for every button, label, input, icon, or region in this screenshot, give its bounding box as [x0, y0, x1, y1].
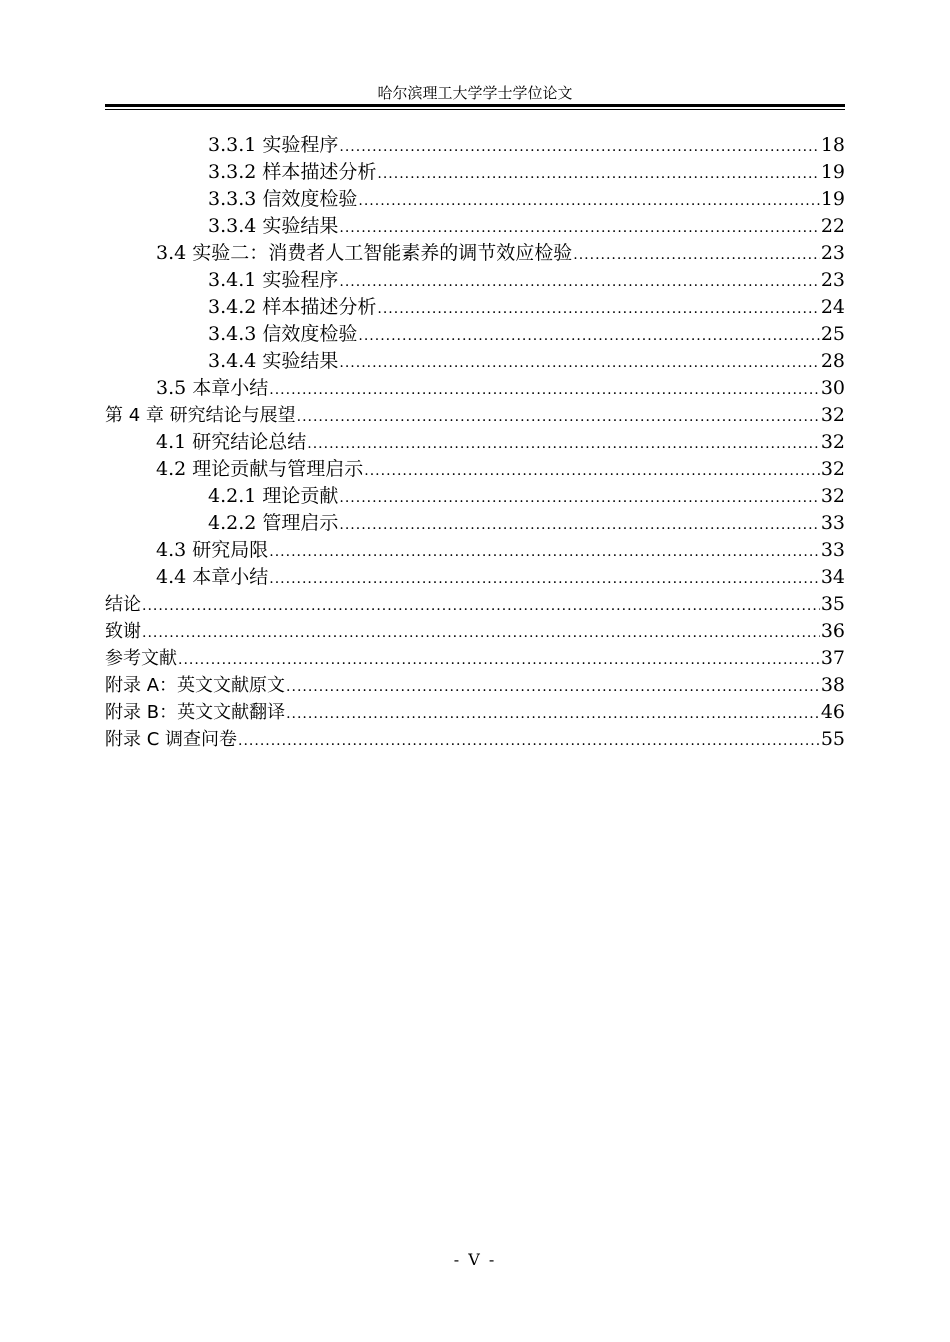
toc-entry-page: 22: [820, 215, 845, 237]
toc-entry-page: 32: [820, 431, 845, 453]
toc-entry-label: 3.4 实验二：消费者人工智能素养的调节效应检验: [156, 242, 573, 264]
toc-entry-label: 3.4.1 实验程序: [208, 269, 339, 291]
toc-entry[interactable]: [105, 672, 845, 699]
toc-entry[interactable]: [105, 726, 845, 753]
toc-entry-page: 46: [820, 701, 845, 723]
toc-entry[interactable]: [105, 402, 845, 429]
toc-entry-label: 4.2 理论贡献与管理启示: [156, 458, 364, 480]
toc-entry-label: 3.3.2 样本描述分析: [208, 161, 377, 183]
toc-entry-label: 参考文献: [105, 648, 177, 669]
toc-entry-label: 致谢: [105, 621, 141, 642]
toc-entry-page: 32: [820, 485, 845, 507]
toc-dot-leader: [297, 404, 820, 431]
toc-entry[interactable]: [105, 429, 845, 456]
toc-entry[interactable]: [105, 591, 845, 618]
toc-entry-page: 28: [820, 350, 845, 372]
toc-entry-label: 3.4.4 实验结果: [208, 350, 339, 372]
toc-dot-leader: [377, 161, 819, 188]
header-rule-thin: [105, 109, 845, 110]
toc-entry-page: 33: [820, 512, 845, 534]
toc-dot-leader: [286, 674, 820, 701]
toc-entry-label: 附录 B：英文文献翻译: [105, 702, 286, 723]
toc-entry[interactable]: [105, 321, 845, 348]
toc-dot-leader: [142, 593, 820, 620]
toc-dot-leader: [377, 296, 819, 323]
toc-entry[interactable]: [105, 240, 845, 267]
toc-entry[interactable]: [105, 483, 845, 510]
toc-entry-page: 35: [820, 593, 845, 615]
toc-dot-leader: [364, 458, 820, 485]
toc-entry-page: 34: [820, 566, 845, 588]
toc-entry[interactable]: [105, 699, 845, 726]
toc-dot-leader: [573, 242, 820, 269]
toc-dot-leader: [269, 566, 820, 593]
toc-entry[interactable]: [105, 294, 845, 321]
toc-dot-leader: [269, 377, 820, 404]
toc-entry-page: 23: [820, 269, 845, 291]
toc-dot-leader: [178, 647, 820, 674]
toc-entry[interactable]: [105, 537, 845, 564]
toc-dot-leader: [307, 431, 820, 458]
toc-entry[interactable]: [105, 456, 845, 483]
toc-entry-label: 4.3 研究局限: [156, 539, 269, 561]
toc-dot-leader: [358, 323, 819, 350]
toc-entry-label: 结论: [105, 594, 141, 615]
toc-entry-page: 32: [820, 458, 845, 480]
toc-entry-page: 19: [820, 161, 845, 183]
toc-entry-page: 19: [820, 188, 845, 210]
toc-entry-label: 3.3.3 信效度检验: [208, 188, 358, 210]
toc-entry-label: 附录 C 调查问卷: [105, 729, 238, 750]
toc-entry-page: 30: [820, 377, 845, 399]
toc-entry[interactable]: [105, 564, 845, 591]
toc-entry-label: 3.3.1 实验程序: [208, 134, 339, 156]
toc-dot-leader: [142, 620, 820, 647]
toc-entry-page: 36: [820, 620, 845, 642]
toc-dot-leader: [339, 269, 819, 296]
toc-entry[interactable]: [105, 267, 845, 294]
toc-entry-page: 23: [820, 242, 845, 264]
toc-entry-label: 4.2.2 管理启示: [208, 512, 339, 534]
toc-entry[interactable]: [105, 348, 845, 375]
toc-entry-page: 38: [820, 674, 845, 696]
toc-entry-label: 4.1 研究结论总结: [156, 431, 307, 453]
toc-entry[interactable]: [105, 375, 845, 402]
toc-dot-leader: [339, 512, 819, 539]
toc-entry[interactable]: [105, 159, 845, 186]
toc-dot-leader: [286, 701, 820, 728]
page-header-title: 哈尔滨理工大学学士学位论文: [377, 84, 573, 102]
toc-entry[interactable]: [105, 186, 845, 213]
toc-dot-leader: [238, 728, 820, 755]
toc-dot-leader: [358, 188, 819, 215]
toc-entry-page: 24: [820, 296, 845, 318]
toc-entry-label: 3.4.2 样本描述分析: [208, 296, 377, 318]
header-rule-thick: [105, 104, 845, 107]
toc-entry[interactable]: [105, 618, 845, 645]
toc-entry-label: 4.2.1 理论贡献: [208, 485, 339, 507]
toc-entry-page: 33: [820, 539, 845, 561]
toc-dot-leader: [339, 134, 819, 161]
toc-entry-page: 32: [820, 404, 845, 426]
toc-entry-page: 18: [820, 134, 845, 156]
toc-entry[interactable]: [105, 510, 845, 537]
toc-entry-label: 3.3.4 实验结果: [208, 215, 339, 237]
toc-entry-label: 附录 A：英文文献原文: [105, 675, 286, 696]
toc-entry-label: 3.5 本章小结: [156, 377, 269, 399]
toc-dot-leader: [269, 539, 820, 566]
table-of-contents: [105, 132, 845, 753]
toc-entry[interactable]: [105, 645, 845, 672]
toc-entry[interactable]: [105, 132, 845, 159]
toc-entry-page: 37: [820, 647, 845, 669]
toc-entry-label: 3.4.3 信效度检验: [208, 323, 358, 345]
toc-entry-label: 第 4 章 研究结论与展望: [105, 405, 296, 426]
toc-entry[interactable]: [105, 213, 845, 240]
toc-dot-leader: [339, 215, 819, 242]
page-number: - V -: [453, 1250, 497, 1269]
toc-entry-page: 55: [820, 728, 845, 750]
toc-dot-leader: [339, 350, 819, 377]
toc-entry-label: 4.4 本章小结: [156, 566, 269, 588]
toc-entry-page: 25: [820, 323, 845, 345]
toc-dot-leader: [339, 485, 819, 512]
